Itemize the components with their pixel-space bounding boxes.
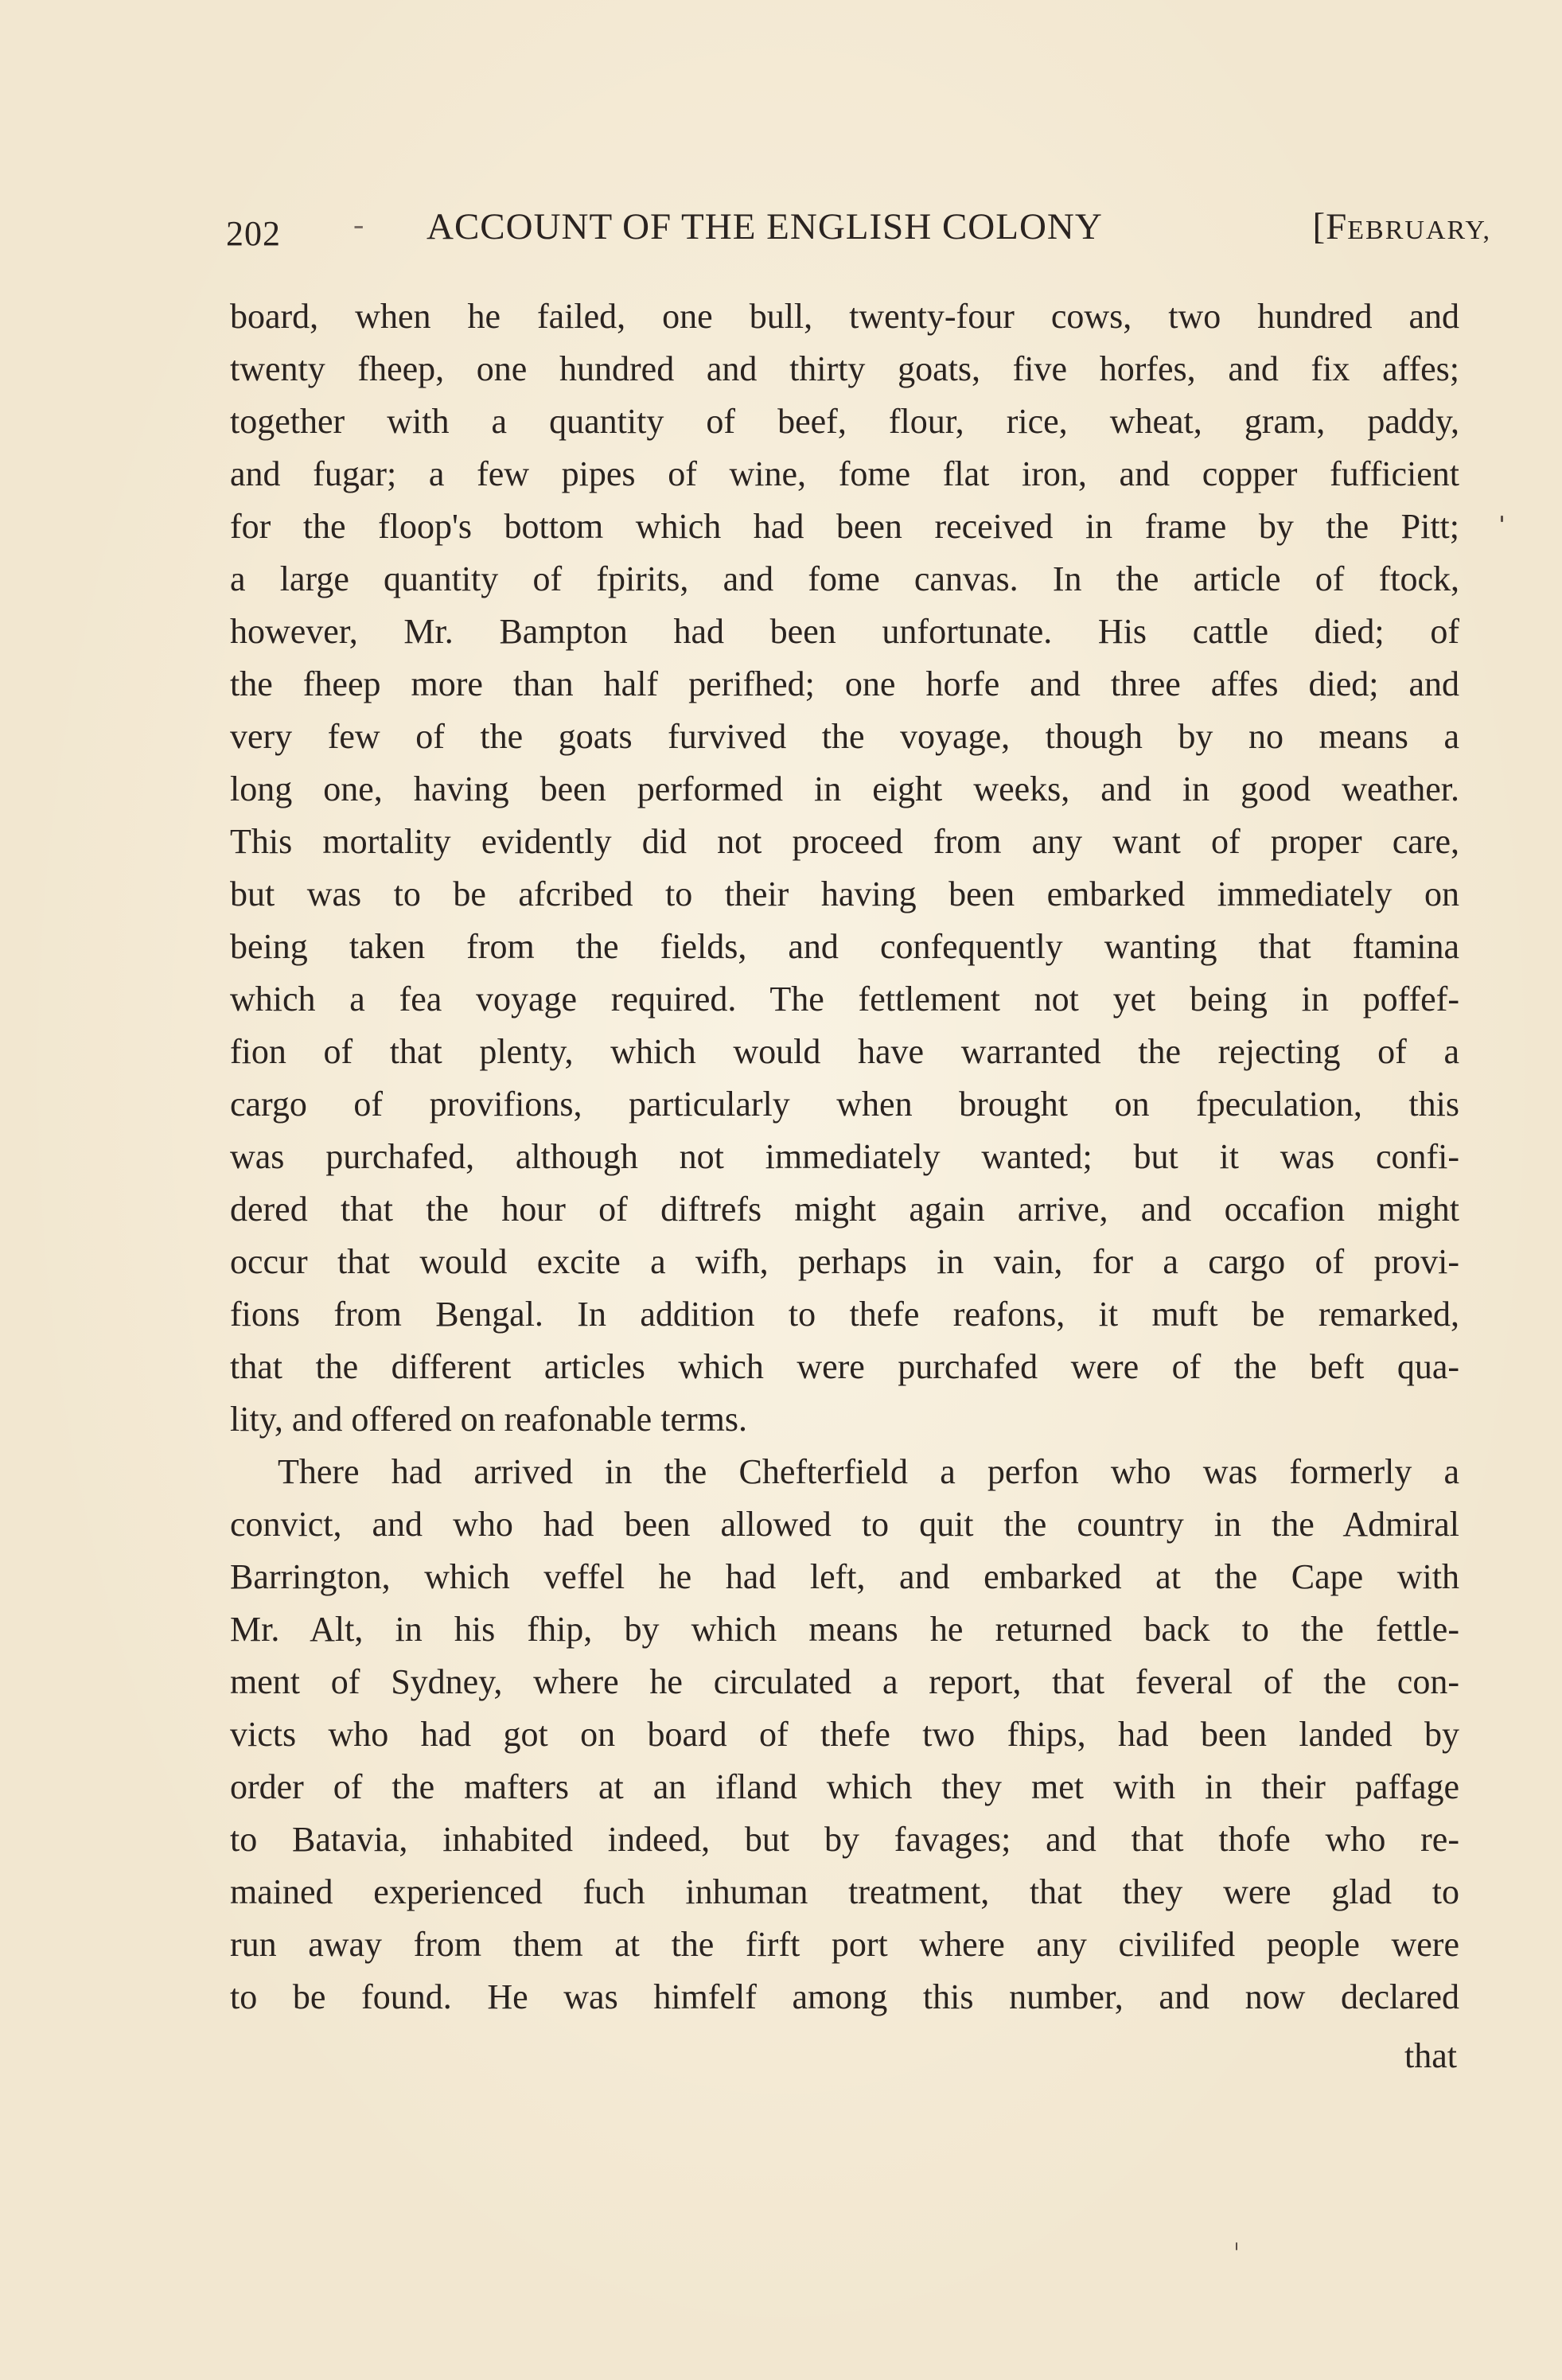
text-line: to Batavia, inhabited indeed, but by favages; and that thofe who re- — [230, 1820, 1459, 1859]
text-line: ment of Sydney, where he circulated a report, that feveral of the con- — [230, 1662, 1459, 1701]
text-line: occur that would excite a wifh, perhaps in vain, for a cargo of provi- — [230, 1242, 1459, 1281]
text-line: together with a quantity of beef, flour, rice, wheat, gram, paddy, — [230, 402, 1459, 441]
text-line: Mr. Alt, in his fhip, by which means he returned back to the fettle- — [230, 1610, 1459, 1649]
text-line: which a fea voyage required. The fettlement not yet being in poffef- — [230, 980, 1459, 1019]
ink-speck — [1236, 2242, 1237, 2250]
text-line: the fheep more than half perifhed; one horfe and three affes died; and — [230, 664, 1459, 703]
ink-speck — [1501, 516, 1503, 522]
text-line: being taken from the fields, and confequently wanting that ftamina — [230, 927, 1459, 966]
text-line: and fugar; a few pipes of wine, fome flat iron, and copper fufficient — [230, 454, 1459, 493]
text-line: There had arrived in the Chefterfield a perfon who was formerly a — [278, 1452, 1459, 1491]
running-title: ACCOUNT OF THE ENGLISH COLONY — [427, 206, 1103, 247]
text-line: for the floop's bottom which had been received in frame by the Pitt; — [230, 507, 1459, 546]
section-rest: EBRUARY, — [1347, 216, 1491, 245]
text-line: to be found. He was himfelf among this number, and now declared — [230, 1977, 1459, 2016]
section-initial: F — [1326, 206, 1348, 247]
text-line: victs who had got on board of thefe two fhips, had been landed by — [230, 1715, 1459, 1754]
text-line: dered that the hour of diftrefs might again arrive, and occafion might — [230, 1190, 1459, 1229]
text-line: twenty fheep, one hundred and thirty goats, five horfes, and fix affes; — [230, 349, 1459, 388]
text-line: convict, and who had been allowed to quit the country in the Admiral — [230, 1505, 1459, 1544]
body-text — [230, 290, 1459, 2024]
header-dash: - — [353, 206, 365, 242]
text-line: board, when he failed, one bull, twenty-four cows, two hundred and — [230, 297, 1459, 336]
text-line: lity, and offered on reafonable terms. — [230, 1400, 747, 1439]
text-line: was purchafed, although not immediately wanted; but it was confi- — [230, 1137, 1459, 1176]
text-line: but was to be afcribed to their having been embarked immediately on — [230, 874, 1459, 913]
text-line: fions from Bengal. In addition to thefe reafons, it muft be remarked, — [230, 1295, 1459, 1334]
running-header — [226, 205, 1491, 253]
text-line: fion of that plenty, which would have warranted the rejecting of a — [230, 1032, 1459, 1071]
text-line: run away from them at the firft port where any civilifed people were — [230, 1925, 1459, 1964]
text-line: Barrington, which veffel he had left, and embarked at the Cape with — [230, 1557, 1459, 1596]
text-line: a large quantity of fpirits, and fome canvas. In the article of ftock, — [230, 559, 1459, 598]
section-bracket: [ — [1312, 206, 1326, 247]
text-line: mained experienced fuch inhuman treatment, that they were glad to — [230, 1872, 1459, 1911]
catchword: that — [1404, 2036, 1457, 2075]
text-line: long one, having been performed in eight weeks, and in good weather. — [230, 769, 1459, 808]
text-line: however, Mr. Bampton had been unfortunate. His cattle died; of — [230, 612, 1459, 651]
text-line: very few of the goats furvived the voyage, though by no means a — [230, 717, 1459, 756]
text-line: order of the mafters at an ifland which they met with in their paffage — [230, 1767, 1459, 1806]
text-line: that the different articles which were purchafed were of the beft qua- — [230, 1347, 1459, 1386]
page-number: 202 — [226, 214, 281, 253]
text-line: This mortality evidently did not proceed from any want of proper care, — [230, 822, 1459, 861]
running-section — [1312, 205, 1491, 248]
text-line: cargo of provifions, particularly when brought on fpeculation, this — [230, 1085, 1459, 1124]
